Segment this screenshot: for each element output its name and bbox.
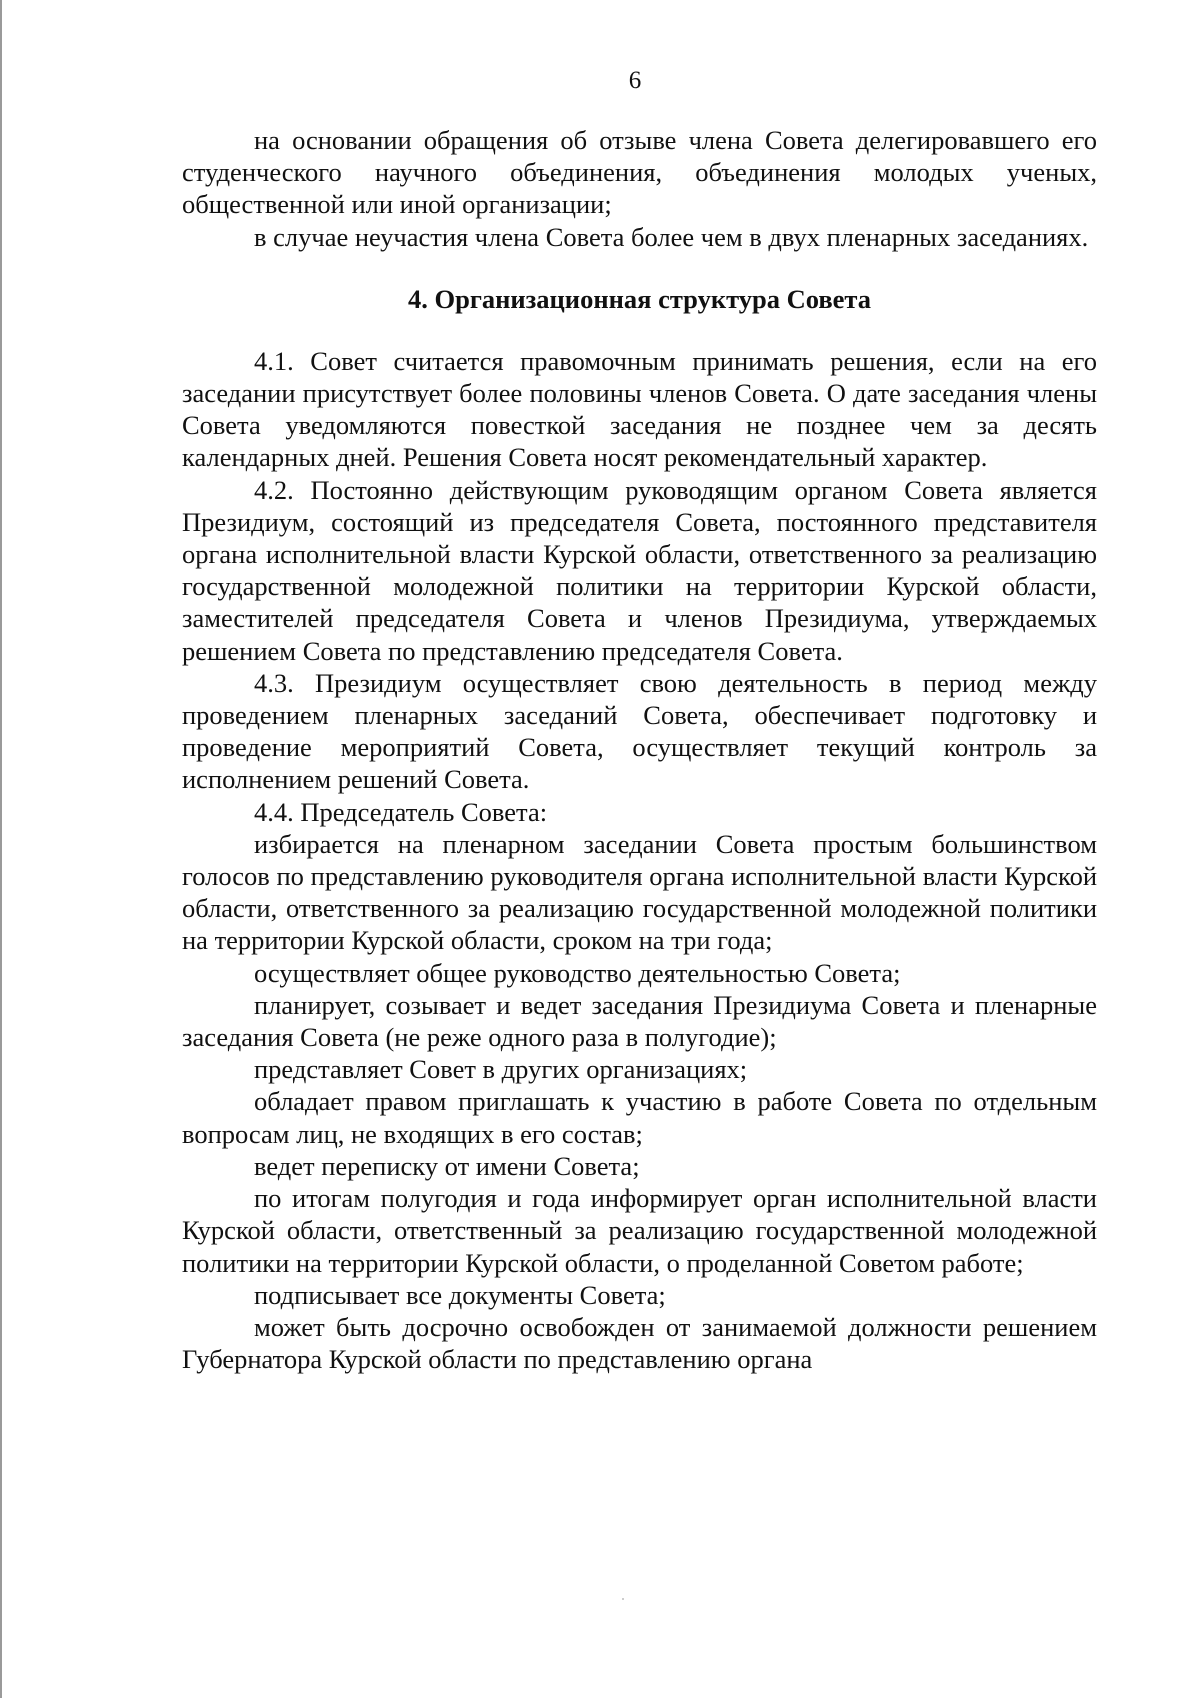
- list-item: подписывает все документы Совета;: [254, 1279, 666, 1310]
- list-item: по итогам полугодия и года информирует орган исполнительной власти Курской области, ответственный за реализацию государственной молодежной политики на территории Курской области, о проделанной Советом работе;: [182, 1183, 1097, 1278]
- list-item: избирается на пленарном заседании Совета простым большинством голосов по представлению руководителя органа исполнительной власти Курской области, ответственного за реализацию государственной молодежной политики на территории Курской области, сроком на три года;: [182, 828, 1097, 956]
- paragraph-4-3: 4.3. Президиум осуществляет свою деятельность в период между проведением пленарных заседаний Совета, обеспечивает подготовку и проведение мероприятий Совета, осуществляет текущий контроль за исполнением решений Совета.: [182, 667, 1097, 795]
- list-item: осуществляет общее руководство деятельностью Совета;: [254, 957, 901, 988]
- paragraph-4-1: 4.1. Совет считается правомочным принимать решения, если на его заседании присутствует более половины членов Совета. О дате заседания члены Совета уведомляются повесткой заседания не позднее чем за десять календарных дней. Решения Совета носят рекомендательный характер.: [182, 345, 1097, 473]
- list-item: ведет переписку от имени Совета;: [254, 1150, 640, 1181]
- paragraph-4-2: 4.2. Постоянно действующим руководящим органом Совета является Президиум, состоящий из председателя Совета, постоянного представителя органа исполнительной власти Курской области, ответственного за реализацию государственной молодежной политики на территории Курской области, заместителей председателя Совета и членов Президиума, утверждаемых решением Совета по представлению председателя Совета.: [182, 474, 1097, 666]
- paragraph-4-4: 4.4. Председатель Совета:: [254, 796, 548, 827]
- section-heading: 4. Организационная структура Совета: [407, 283, 872, 314]
- document-body: [182, 124, 1097, 1375]
- page-number: 6: [628, 67, 642, 94]
- paragraph: на основании обращения об отзыве члена Совета делегировавшего его студенческого научного объединения, объединения молодых ученых, общественной или иной организации;: [182, 125, 1097, 220]
- list-item: представляет Совет в других организациях;: [254, 1054, 748, 1085]
- list-item: может быть досрочно освобожден от занимаемой должности решением Губернатора Курской области по представлению органа: [182, 1311, 1097, 1375]
- paragraph: в случае неучастия члена Совета более чем в двух пленарных заседаниях.: [254, 221, 1089, 252]
- list-item: обладает правом приглашать к участию в работе Совета по отдельным вопросам лиц, не входящих в его состав;: [182, 1086, 1097, 1149]
- scan-speck: [622, 1598, 624, 1600]
- scan-edge-line: [0, 0, 2, 1698]
- list-item: планирует, созывает и ведет заседания Президиума Совета и пленарные заседания Совета (не реже одного раза в полугодие);: [182, 989, 1097, 1053]
